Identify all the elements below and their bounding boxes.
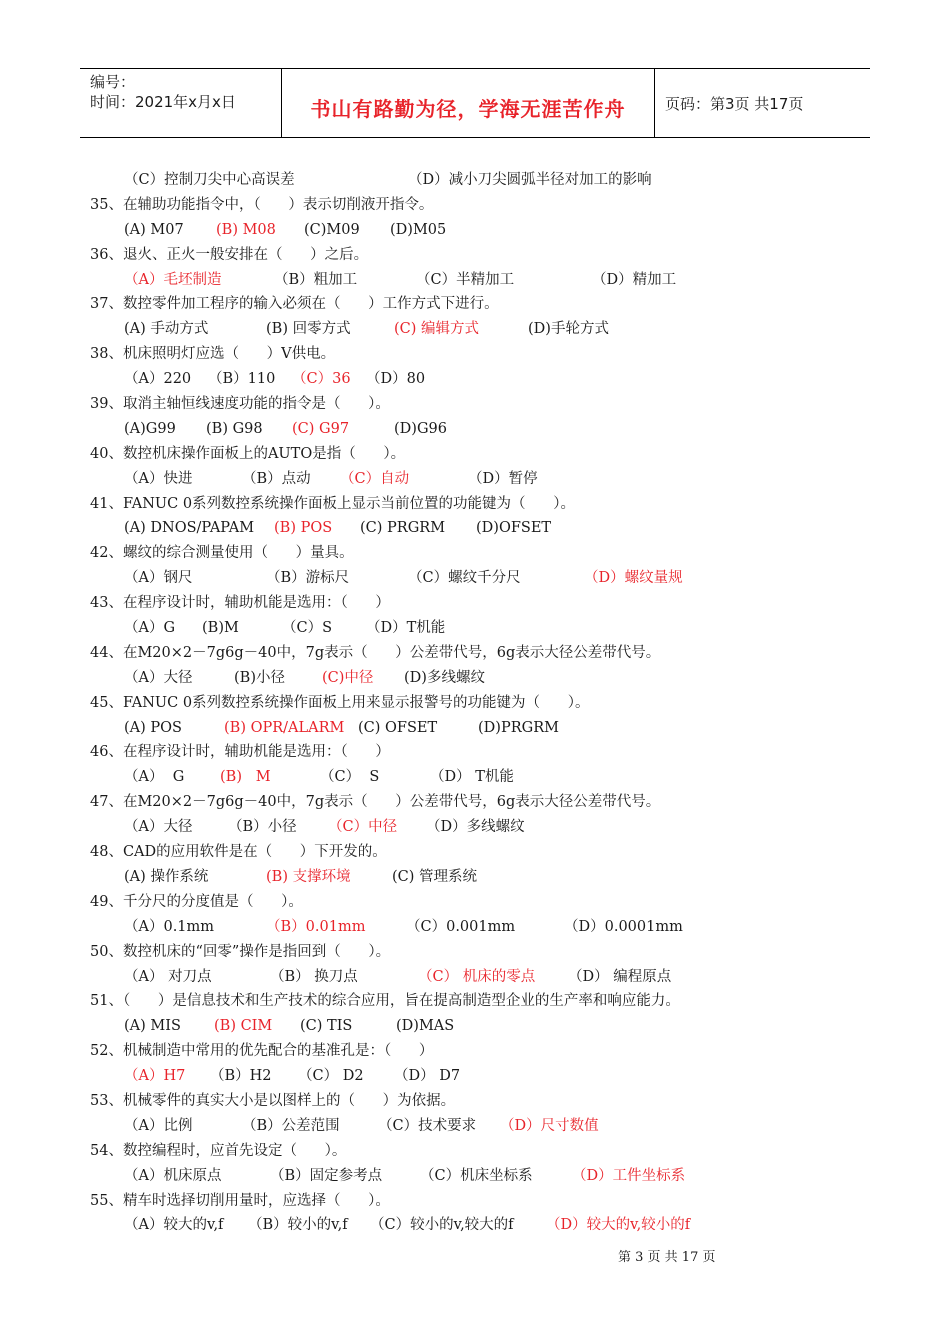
answer-option: (B)小径 (234, 669, 285, 686)
answer-options (90, 268, 870, 293)
answer-options (90, 566, 870, 591)
answer-options (90, 218, 870, 243)
correct-answer-option: （C）36 (292, 371, 351, 388)
answer-options (90, 1014, 870, 1039)
answer-options (90, 865, 870, 890)
correct-answer-option: （C）自动 (340, 470, 410, 487)
correct-answer-option: （D）较大的v,较小的f (546, 1217, 691, 1234)
correct-answer-option: (B) CIM (214, 1018, 273, 1035)
question-text: 36、退火、正火一般安排在（ ）之后。 (90, 246, 369, 263)
answer-option: （C）控制刀尖中心高误差 (124, 172, 295, 188)
answer-option: （D）精加工 (592, 271, 677, 288)
answer-option: （A）钢尺 (124, 570, 193, 587)
answer-option: (D)PRGRM (478, 719, 559, 736)
correct-answer-option: (B) M (220, 769, 271, 786)
answer-option: (D)G96 (394, 420, 447, 437)
question-text: 44、在M20×2－7g6g－40中，7g表示（ ）公差带代号，6g表示大径公差带代号。 (90, 644, 661, 661)
answer-option: (A) 手动方式 (124, 321, 209, 338)
correct-answer-option: （D）工件坐标系 (572, 1167, 686, 1184)
answer-option: （C）机床坐标系 (420, 1167, 533, 1184)
answer-options (90, 1064, 870, 1089)
question-text: 41、FANUC 0系列数控系统操作面板上显示当前位置的功能键为（ ）。 (90, 495, 575, 512)
answer-option: (C) 管理系统 (392, 868, 478, 885)
question-text: 35、在辅助功能指令中，（ ）表示切削液开指令。 (90, 196, 434, 213)
correct-answer-option: (C)中径 (322, 669, 374, 686)
answer-option: （C）技术要求 (378, 1117, 477, 1134)
header-info-cell (80, 69, 282, 137)
answer-option: (B) 回零方式 (266, 321, 351, 338)
question-text: 54、数控编程时，应首先设定（ ）。 (90, 1142, 347, 1159)
answer-options (90, 716, 870, 741)
answer-options (90, 1213, 870, 1238)
answer-option: （D）减小刀尖圆弧半径对加工的影响 (408, 172, 652, 188)
question-text: 43、在程序设计时，辅助机能是选用：（ ） (90, 595, 390, 612)
page-header (80, 68, 870, 138)
answer-option: (A) DNOS/PAPAM (124, 520, 255, 537)
answer-option: （A）比例 (124, 1117, 193, 1134)
question-text: 39、取消主轴恒线速度功能的指令是（ ）。 (90, 396, 390, 413)
correct-answer-option: （A）毛坯制造 (124, 271, 222, 288)
answer-option: （B）粗加工 (274, 271, 358, 288)
answer-option: （B）公差范围 (242, 1117, 340, 1134)
answer-option: (C) OFSET (358, 719, 438, 736)
answer-option: (B) G98 (206, 420, 263, 437)
correct-answer-option: (B) POS (274, 520, 333, 537)
question-text: 48、CAD的应用软件是在（ ）下开发的。 (90, 844, 387, 861)
answer-options (90, 317, 870, 342)
answer-options (90, 765, 870, 790)
correct-answer-option: (B) M08 (216, 221, 276, 238)
page-footer: 第 3 页 共 17 页 (618, 1250, 716, 1265)
answer-option: (A)G99 (124, 420, 176, 437)
question-text: 37、数控零件加工程序的输入必须在（ ）工作方式下进行。 (90, 296, 499, 313)
answer-option: (D)手轮方式 (528, 321, 609, 338)
header-page-cell (655, 69, 870, 137)
answer-option: (A) M07 (124, 221, 184, 238)
document-number-label: 编号： (90, 73, 136, 91)
answer-option: （A）220 (124, 371, 192, 388)
answer-options (90, 516, 870, 541)
question-text: 42、螺纹的综合测量使用（ ）量具。 (90, 545, 354, 562)
answer-option: （D）多线螺纹 (426, 819, 525, 836)
answer-option: （C）螺纹千分尺 (408, 570, 521, 587)
correct-answer-option: （A）H7 (124, 1068, 186, 1085)
answer-option: (D)MAS (396, 1018, 455, 1035)
answer-option: （B）游标尺 (266, 570, 350, 587)
question-text: 49、千分尺的分度值是（ ）。 (90, 893, 303, 910)
answer-option: (D)多线螺纹 (404, 669, 485, 686)
answer-option: （A） 对刀点 (124, 968, 212, 985)
answer-option: （A）快进 (124, 470, 193, 487)
answer-option: （D）暂停 (468, 470, 538, 487)
answer-option: （A）G (124, 620, 176, 637)
correct-answer-option: (C) 编辑方式 (394, 321, 480, 338)
answer-options (90, 965, 870, 990)
answer-options (90, 915, 870, 940)
header-motto-cell (282, 69, 655, 137)
answer-option: （B）110 (208, 371, 276, 388)
correct-answer-option: (B) 支撑环境 (266, 868, 351, 885)
answer-option: （C）0.001mm (406, 918, 516, 935)
answer-option: (A) POS (124, 719, 182, 736)
correct-answer-option: （D）尺寸数值 (500, 1117, 599, 1134)
question-text: 53、机械零件的真实大小是以图样上的（ ）为依据。 (90, 1092, 456, 1109)
answer-option: （D） 编程原点 (568, 968, 672, 985)
answer-option: （C） S (320, 769, 380, 786)
answer-options (90, 815, 870, 840)
question-text: 47、在M20×2－7g6g－40中，7g表示（ ）公差带代号，6g表示大径公差带代号。 (90, 794, 661, 811)
answer-options (90, 168, 870, 193)
answer-option: （C）半精加工 (416, 271, 515, 288)
answer-option: （C）较小的v,较大的f (370, 1217, 514, 1234)
answer-options (90, 616, 870, 641)
answer-option: （D） D7 (394, 1068, 461, 1085)
document-date-label: 时间：2021年x月x日 (90, 93, 236, 111)
answer-options (90, 467, 870, 492)
answer-option: (D)M05 (390, 221, 447, 238)
answer-option: （B）点动 (242, 470, 311, 487)
correct-answer-option: (B) OPR/ALARM (224, 719, 345, 736)
answer-option: （C） D2 (298, 1068, 364, 1085)
header-motto: 书山有路勤为径，学海无涯苦作舟 (310, 97, 626, 121)
answer-option: (B)M (202, 620, 239, 637)
answer-options (90, 1114, 870, 1139)
question-text: 55、精车时选择切削用量时，应选择（ ）。 (90, 1192, 390, 1209)
answer-options (90, 666, 870, 691)
correct-answer-option: （C） 机床的零点 (418, 968, 536, 985)
header-page-code: 页码：第3页 共17页 (665, 95, 804, 113)
answer-options (90, 367, 870, 392)
answer-option: (A) 操作系统 (124, 868, 209, 885)
answer-option: （D）80 (366, 371, 426, 388)
question-text: 52、机械制造中常用的优先配合的基准孔是：（ ） (90, 1043, 434, 1060)
answer-option: (C)M09 (304, 221, 360, 238)
answer-options (90, 417, 870, 442)
correct-answer-option: （C）中径 (328, 819, 398, 836)
answer-option: （C）S (282, 620, 333, 637)
answer-option: （A） G (124, 769, 185, 786)
answer-option: （A）机床原点 (124, 1167, 222, 1184)
question-text: 51、（ ）是信息技术和生产技术的综合应用，旨在提高制造型企业的生产率和响应能力。 (90, 993, 680, 1010)
question-text: 50、数控机床的“回零”操作是指回到（ ）。 (90, 943, 391, 960)
answer-option: (C) TIS (300, 1018, 353, 1035)
answer-option: (A) MIS (124, 1018, 181, 1035)
answer-option: （A）大径 (124, 669, 193, 686)
answer-options (90, 1164, 870, 1189)
answer-option: （D）0.0001mm (564, 918, 683, 935)
question-list (90, 168, 870, 1238)
answer-option: （B）较小的v,f (248, 1217, 348, 1234)
answer-option: （A）0.1mm (124, 918, 215, 935)
answer-option: (D)OFSET (476, 520, 552, 537)
answer-option: （D） T机能 (430, 769, 514, 786)
answer-option: （B）固定参考点 (270, 1167, 383, 1184)
answer-option: （B）H2 (210, 1068, 272, 1085)
question-text: 45、FANUC 0系列数控系统操作面板上用来显示报警号的功能键为（ ）。 (90, 694, 590, 711)
answer-option: （D）T机能 (366, 620, 446, 637)
answer-option: （A）大径 (124, 819, 193, 836)
question-text: 38、机床照明灯应选（ ）V供电。 (90, 346, 336, 363)
answer-option: （A）较大的v,f (124, 1217, 224, 1234)
answer-option: （B） 换刀点 (270, 968, 358, 985)
question-text: 46、在程序设计时，辅助机能是选用：（ ） (90, 744, 390, 761)
question-text: 40、数控机床操作面板上的AUTO是指（ ）。 (90, 445, 406, 462)
answer-option: (C) PRGRM (360, 520, 446, 537)
correct-answer-option: (C) G97 (292, 420, 350, 437)
correct-answer-option: （D）螺纹量规 (584, 570, 683, 587)
correct-answer-option: （B）0.01mm (266, 918, 366, 935)
answer-option: （B）小径 (228, 819, 297, 836)
